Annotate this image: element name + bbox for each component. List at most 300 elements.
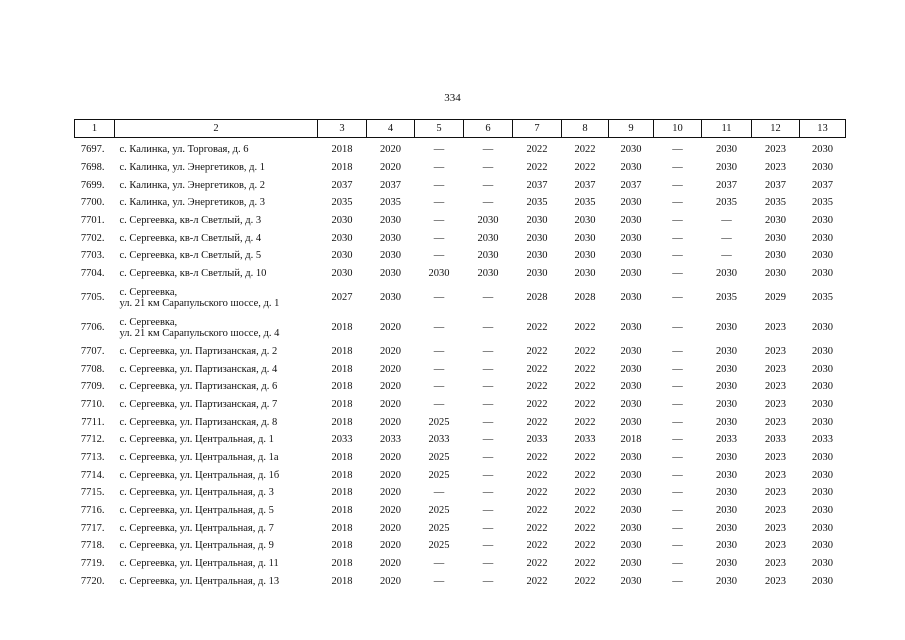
year-cell: 2022 xyxy=(574,522,596,534)
year-cell: 2030 xyxy=(716,575,737,587)
year-cell: — xyxy=(672,179,683,191)
row-number: 7717. xyxy=(80,522,105,534)
year-cell: 2022 xyxy=(574,558,596,570)
year-cell: 2022 xyxy=(574,162,596,174)
year-cell: — xyxy=(672,250,683,262)
year-cell: 2018 xyxy=(331,398,353,410)
year-cell: — xyxy=(672,215,683,227)
year-cell: 2030 xyxy=(716,345,737,357)
year-cell: 2030 xyxy=(574,215,596,227)
year-cell: 2030 xyxy=(716,416,737,428)
year-cell: 2030 xyxy=(526,268,548,280)
table-row xyxy=(75,194,846,212)
year-cell: 2018 xyxy=(331,144,353,156)
year-cell: — xyxy=(433,487,445,499)
table-row xyxy=(75,555,846,573)
year-cell: 2023 xyxy=(765,345,786,357)
address-cell: с. Сергеевка, ул. Центральная, д. 1б xyxy=(119,469,280,481)
table-row xyxy=(75,212,846,230)
year-cell: 2030 xyxy=(812,487,833,499)
year-cell: — xyxy=(433,162,445,174)
table-header-row xyxy=(75,120,846,138)
year-cell: 2023 xyxy=(765,575,786,587)
year-cell: 2030 xyxy=(812,381,833,393)
year-cell: 2030 xyxy=(812,398,833,410)
year-cell: — xyxy=(721,215,732,227)
row-number: 7703. xyxy=(80,250,105,262)
row-number: 7706. xyxy=(80,322,105,333)
year-cell: — xyxy=(482,522,494,534)
year-cell: 2030 xyxy=(716,144,737,156)
year-cell: 2025 xyxy=(428,469,450,481)
year-cell: 2030 xyxy=(477,250,499,262)
year-cell: 2022 xyxy=(526,345,548,357)
year-cell: 2030 xyxy=(428,268,450,280)
row-number: 7709. xyxy=(80,381,105,393)
year-cell: 2030 xyxy=(331,268,353,280)
year-cell: 2030 xyxy=(716,487,737,499)
year-cell: 2023 xyxy=(765,469,786,481)
year-cell: — xyxy=(433,363,445,375)
year-cell: 2030 xyxy=(477,232,499,244)
column-header: 11 xyxy=(702,120,752,138)
year-cell: 2030 xyxy=(812,558,833,570)
table-row xyxy=(75,360,846,378)
year-cell: 2020 xyxy=(380,540,401,552)
year-cell: 2030 xyxy=(716,540,737,552)
year-cell: — xyxy=(482,505,494,517)
year-cell: — xyxy=(672,363,683,375)
column-header: 10 xyxy=(654,120,702,138)
year-cell: 2037 xyxy=(574,179,596,191)
year-cell: 2030 xyxy=(716,451,737,463)
year-cell: 2030 xyxy=(812,505,833,517)
year-cell: 2030 xyxy=(526,250,548,262)
year-cell: — xyxy=(433,322,445,333)
column-header: 3 xyxy=(318,120,367,138)
year-cell: — xyxy=(433,144,445,156)
year-cell: 2030 xyxy=(620,250,642,262)
year-cell: 2023 xyxy=(765,322,786,333)
year-cell: 2025 xyxy=(428,505,450,517)
year-cell: 2025 xyxy=(428,451,450,463)
year-cell: 2023 xyxy=(765,162,786,174)
year-cell: 2022 xyxy=(526,505,548,517)
row-number: 7711. xyxy=(81,416,105,428)
address-cell: с. Сергеевка, кв-л Светлый, д. 10 xyxy=(119,268,267,280)
year-cell: 2035 xyxy=(380,197,401,209)
column-header: 7 xyxy=(513,120,562,138)
year-cell: 2030 xyxy=(620,232,642,244)
year-cell: 2030 xyxy=(812,162,833,174)
year-cell: 2030 xyxy=(620,197,642,209)
column-header: 8 xyxy=(562,120,609,138)
year-cell: 2030 xyxy=(716,363,737,375)
row-number: 7714. xyxy=(80,469,105,481)
year-cell: 2022 xyxy=(526,322,548,333)
year-cell: 2030 xyxy=(812,144,833,156)
year-cell: 2022 xyxy=(574,363,596,375)
year-cell: — xyxy=(482,363,494,375)
address-cell: с. Калинка, ул. Энергетиков, д. 1 xyxy=(119,162,266,174)
year-cell: — xyxy=(672,232,683,244)
year-cell: 2030 xyxy=(620,363,642,375)
table-row xyxy=(75,378,846,396)
column-header: 13 xyxy=(800,120,846,138)
year-cell: 2035 xyxy=(812,197,833,209)
year-cell: 2033 xyxy=(526,434,548,446)
year-cell: — xyxy=(482,451,494,463)
year-cell: 2030 xyxy=(380,250,401,262)
year-cell: 2020 xyxy=(380,162,401,174)
year-cell: 2030 xyxy=(380,268,401,280)
year-cell: — xyxy=(672,416,683,428)
year-cell: — xyxy=(672,144,683,156)
year-cell: 2030 xyxy=(620,575,642,587)
year-cell: — xyxy=(433,558,445,570)
year-cell: 2035 xyxy=(331,197,353,209)
year-cell: 2030 xyxy=(380,292,401,303)
year-cell: — xyxy=(721,232,732,244)
year-cell: 2037 xyxy=(331,179,353,191)
table-row xyxy=(75,431,846,449)
year-cell: — xyxy=(672,162,683,174)
row-number: 7720. xyxy=(80,575,105,587)
year-cell: 2022 xyxy=(526,558,548,570)
year-cell: 2030 xyxy=(477,268,499,280)
year-cell: 2022 xyxy=(574,381,596,393)
year-cell: 2030 xyxy=(812,575,833,587)
year-cell: 2020 xyxy=(380,505,401,517)
year-cell: 2030 xyxy=(620,268,642,280)
year-cell: 2023 xyxy=(765,558,786,570)
address-cell: с. Сергеевка, кв-л Светлый, д. 3 xyxy=(119,215,262,227)
column-header: 6 xyxy=(464,120,513,138)
year-cell: 2030 xyxy=(380,215,401,227)
year-cell: 2030 xyxy=(574,232,596,244)
year-cell: 2037 xyxy=(380,179,401,191)
year-cell: 2025 xyxy=(428,540,450,552)
column-header: 2 xyxy=(115,120,318,138)
year-cell: 2022 xyxy=(526,540,548,552)
year-cell: 2030 xyxy=(620,144,642,156)
year-cell: 2022 xyxy=(526,487,548,499)
year-cell: 2030 xyxy=(812,268,833,280)
year-cell: 2030 xyxy=(620,416,642,428)
row-number: 7698. xyxy=(80,162,105,174)
year-cell: 2035 xyxy=(812,292,833,303)
year-cell: 2018 xyxy=(331,363,353,375)
address-cell: с. Сергеевка, ул. Центральная, д. 9 xyxy=(119,540,274,552)
year-cell: — xyxy=(672,469,683,481)
year-cell: 2020 xyxy=(380,381,401,393)
year-cell: 2033 xyxy=(331,434,353,446)
year-cell: — xyxy=(672,268,683,280)
row-number: 7697. xyxy=(80,144,105,156)
year-cell: 2023 xyxy=(765,540,786,552)
year-cell: 2030 xyxy=(620,540,642,552)
table-row xyxy=(75,396,846,414)
year-cell: 2030 xyxy=(812,451,833,463)
year-cell: 2033 xyxy=(765,434,786,446)
table-row xyxy=(75,138,846,159)
year-cell: 2030 xyxy=(620,398,642,410)
year-cell: 2023 xyxy=(765,505,786,517)
year-cell: 2030 xyxy=(331,232,353,244)
year-cell: 2022 xyxy=(574,575,596,587)
year-cell: 2018 xyxy=(331,522,353,534)
row-number: 7719. xyxy=(80,558,105,570)
address-cell: с. Сергеевка, ул. Партизанская, д. 6 xyxy=(119,381,278,393)
year-cell: 2018 xyxy=(331,381,353,393)
year-cell: 2030 xyxy=(716,268,737,280)
year-cell: 2030 xyxy=(716,162,737,174)
year-cell: — xyxy=(482,381,494,393)
column-header: 1 xyxy=(75,120,115,138)
year-cell: — xyxy=(433,250,445,262)
year-cell: 2020 xyxy=(380,522,401,534)
year-cell: — xyxy=(482,197,494,209)
year-cell: 2035 xyxy=(574,197,596,209)
address-cell: с. Сергеевка, ул. Центральная, д. 1 xyxy=(119,434,274,446)
year-cell: 2030 xyxy=(620,505,642,517)
table-row xyxy=(75,484,846,502)
year-cell: — xyxy=(482,144,494,156)
year-cell: — xyxy=(672,522,683,534)
year-cell: 2030 xyxy=(716,469,737,481)
year-cell: — xyxy=(433,215,445,227)
table-row xyxy=(75,283,846,313)
year-cell: — xyxy=(433,398,445,410)
year-cell: 2030 xyxy=(620,451,642,463)
address-cell: с. Сергеевка, кв-л Светлый, д. 4 xyxy=(119,232,262,244)
year-cell: — xyxy=(433,197,445,209)
year-cell: 2018 xyxy=(331,540,353,552)
table-row xyxy=(75,159,846,177)
year-cell: 2020 xyxy=(380,451,401,463)
year-cell: 2030 xyxy=(620,469,642,481)
year-cell: 2030 xyxy=(765,232,786,244)
year-cell: 2035 xyxy=(526,197,548,209)
year-cell: 2030 xyxy=(812,522,833,534)
year-cell: 2030 xyxy=(812,250,833,262)
year-cell: — xyxy=(482,575,494,587)
year-cell: 2030 xyxy=(380,232,401,244)
table-body xyxy=(75,138,846,591)
year-cell: — xyxy=(482,162,494,174)
year-cell: 2020 xyxy=(380,144,401,156)
year-cell: 2030 xyxy=(765,215,786,227)
year-cell: 2022 xyxy=(574,416,596,428)
year-cell: 2022 xyxy=(526,469,548,481)
address-cell: с. Сергеевка, ул. Центральная, д. 11 xyxy=(119,558,279,570)
year-cell: — xyxy=(433,381,445,393)
year-cell: 2022 xyxy=(526,363,548,375)
year-cell: — xyxy=(672,487,683,499)
page-number: 334 xyxy=(444,92,461,104)
year-cell: 2022 xyxy=(574,451,596,463)
year-cell: 2023 xyxy=(765,144,786,156)
address-cell: с. Калинка, ул. Энергетиков, д. 3 xyxy=(119,197,266,209)
year-cell: 2018 xyxy=(331,451,353,463)
year-cell: — xyxy=(433,292,445,303)
year-cell: 2030 xyxy=(812,322,833,333)
year-cell: — xyxy=(433,575,445,587)
year-cell: 2022 xyxy=(526,451,548,463)
year-cell: — xyxy=(482,487,494,499)
column-header: 5 xyxy=(415,120,464,138)
year-cell: 2030 xyxy=(812,232,833,244)
year-cell: 2030 xyxy=(620,381,642,393)
year-cell: 2023 xyxy=(765,522,786,534)
year-cell: 2025 xyxy=(428,522,450,534)
table-row xyxy=(75,413,846,431)
year-cell: 2030 xyxy=(526,232,548,244)
year-cell: 2018 xyxy=(331,345,353,357)
year-cell: 2033 xyxy=(812,434,833,446)
year-cell: 2022 xyxy=(526,416,548,428)
year-cell: — xyxy=(482,469,494,481)
address-cell: с. Сергеевка, ул. Центральная, д. 5 xyxy=(119,505,274,517)
year-cell: 2020 xyxy=(380,487,401,499)
year-cell: 2030 xyxy=(620,487,642,499)
year-cell: 2018 xyxy=(331,487,353,499)
address-cell: с. Сергеевка, ул. 21 км Сарапульского шоссе, д. 4 xyxy=(119,316,280,339)
address-cell: с. Сергеевка, ул. Партизанская, д. 4 xyxy=(119,363,278,375)
row-number: 7715. xyxy=(80,487,105,499)
year-cell: 2020 xyxy=(380,363,401,375)
year-cell: — xyxy=(433,179,445,191)
row-number: 7716. xyxy=(80,505,105,517)
year-cell: 2018 xyxy=(331,575,353,587)
address-cell: с. Сергеевка, кв-л Светлый, д. 5 xyxy=(119,250,262,262)
table-row xyxy=(75,247,846,265)
table-row xyxy=(75,537,846,555)
year-cell: 2030 xyxy=(716,558,737,570)
year-cell: 2023 xyxy=(765,398,786,410)
row-number: 7699. xyxy=(80,179,105,191)
table-row xyxy=(75,313,846,343)
year-cell: 2018 xyxy=(331,505,353,517)
row-number: 7704. xyxy=(80,268,105,280)
year-cell: 2037 xyxy=(526,179,548,191)
year-cell: 2030 xyxy=(620,292,642,303)
year-cell: 2020 xyxy=(380,575,401,587)
row-number: 7718. xyxy=(80,540,105,552)
year-cell: — xyxy=(433,345,445,357)
year-cell: 2030 xyxy=(526,215,548,227)
address-cell: с. Сергеевка, ул. Центральная, д. 7 xyxy=(119,522,274,534)
year-cell: 2022 xyxy=(574,144,596,156)
year-cell: 2030 xyxy=(812,469,833,481)
year-cell: 2037 xyxy=(812,179,833,191)
year-cell: — xyxy=(672,197,683,209)
year-cell: 2022 xyxy=(574,505,596,517)
year-cell: — xyxy=(672,381,683,393)
year-cell: 2022 xyxy=(526,398,548,410)
address-cell: с. Сергеевка, ул. Партизанская, д. 7 xyxy=(119,398,278,410)
year-cell: — xyxy=(672,451,683,463)
year-cell: 2033 xyxy=(716,434,737,446)
year-cell: 2022 xyxy=(574,322,596,333)
row-number: 7712. xyxy=(80,434,105,446)
year-cell: 2022 xyxy=(574,540,596,552)
year-cell: 2025 xyxy=(428,416,450,428)
address-cell: с. Сергеевка, ул. Центральная, д. 1а xyxy=(119,451,279,463)
year-cell: 2030 xyxy=(574,250,596,262)
year-cell: — xyxy=(482,322,494,333)
year-cell: 2037 xyxy=(620,179,642,191)
column-header: 9 xyxy=(609,120,654,138)
year-cell: 2020 xyxy=(380,416,401,428)
year-cell: — xyxy=(672,558,683,570)
year-cell: — xyxy=(672,434,683,446)
year-cell: — xyxy=(482,345,494,357)
column-header: 4 xyxy=(367,120,415,138)
year-cell: — xyxy=(482,434,494,446)
year-cell: 2030 xyxy=(765,268,786,280)
year-cell: 2018 xyxy=(620,434,642,446)
year-cell: — xyxy=(672,322,683,333)
year-cell: 2030 xyxy=(812,345,833,357)
row-number: 7700. xyxy=(80,197,105,209)
year-cell: 2030 xyxy=(574,268,596,280)
year-cell: 2018 xyxy=(331,162,353,174)
table-row xyxy=(75,265,846,283)
year-cell: 2018 xyxy=(331,469,353,481)
year-cell: 2030 xyxy=(620,522,642,534)
row-number: 7701. xyxy=(80,215,105,227)
year-cell: 2018 xyxy=(331,322,353,333)
year-cell: 2030 xyxy=(477,215,499,227)
row-number: 7710. xyxy=(80,398,105,410)
address-cell: с. Сергеевка, ул. 21 км Сарапульского шоссе, д. 1 xyxy=(119,286,280,309)
schedule-table xyxy=(74,119,846,590)
year-cell: 2033 xyxy=(380,434,401,446)
year-cell: 2023 xyxy=(765,451,786,463)
year-cell: 2023 xyxy=(765,416,786,428)
year-cell: — xyxy=(672,575,683,587)
table-row xyxy=(75,572,846,590)
year-cell: 2022 xyxy=(526,522,548,534)
year-cell: 2030 xyxy=(620,345,642,357)
address-cell: с. Сергеевка, ул. Партизанская, д. 2 xyxy=(119,345,278,357)
row-number: 7708. xyxy=(80,363,105,375)
address-cell: с. Сергеевка, ул. Центральная, д. 3 xyxy=(119,487,274,499)
year-cell: 2030 xyxy=(620,162,642,174)
year-cell: 2022 xyxy=(526,162,548,174)
year-cell: 2023 xyxy=(765,381,786,393)
row-number: 7713. xyxy=(80,451,105,463)
year-cell: 2030 xyxy=(812,416,833,428)
year-cell: 2037 xyxy=(716,179,737,191)
year-cell: 2020 xyxy=(380,558,401,570)
year-cell: 2020 xyxy=(380,469,401,481)
year-cell: 2030 xyxy=(716,522,737,534)
year-cell: — xyxy=(482,558,494,570)
year-cell: 2020 xyxy=(380,345,401,357)
table-row xyxy=(75,229,846,247)
year-cell: — xyxy=(672,292,683,303)
table-row xyxy=(75,449,846,467)
year-cell: 2037 xyxy=(765,179,786,191)
table-row xyxy=(75,343,846,361)
address-cell: с. Сергеевка, ул. Центральная, д. 13 xyxy=(119,575,280,587)
address-cell: с. Калинка, ул. Торговая, д. 6 xyxy=(119,144,249,156)
year-cell: 2030 xyxy=(620,322,642,333)
table-row xyxy=(75,502,846,520)
year-cell: — xyxy=(433,232,445,244)
